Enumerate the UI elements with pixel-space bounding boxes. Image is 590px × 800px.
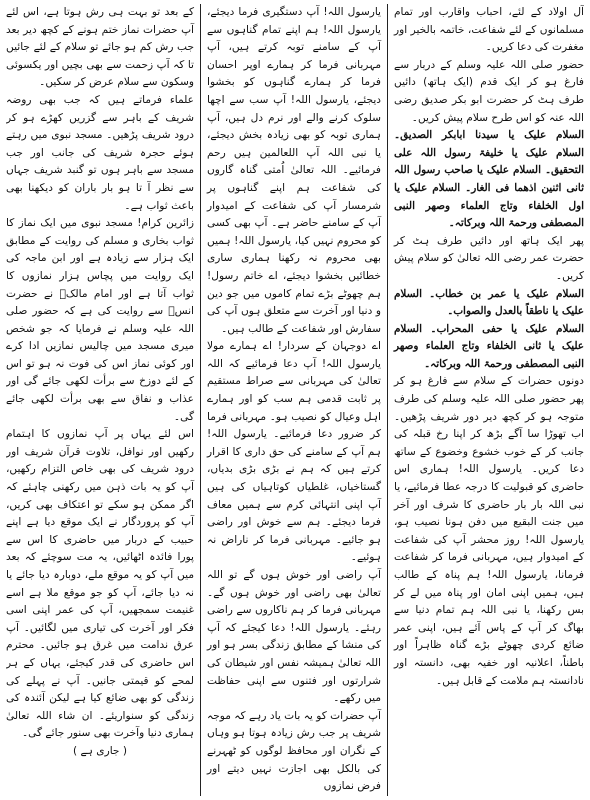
- paragraph: آپ راضی اور خوش ہوں گے تو اللہ تعالیٰ بھی راضی اور خوش ہوں گے۔ مہربانی فرما کر ہم ناکاروں سے راضی رہئے۔ یارسول اللہ! دعا کیجئے کہ آپ کی منشا کے مطابق زندگی بسر ہو اور اللہ تعالیٰ ہمیشہ نفس اور شیطان کی شرارتوں اور فتنوں سے اپنی حفاظت میں رکھے۔: [207, 569, 381, 705]
- paragraph: علماء فرماتے ہیں کہ جب بھی روضہ شریف کے باہر سے گزریں کھڑے ہو کر درود شریف پڑھیں۔ مسجد نبوی میں رہتے ہوئے حجرہ شریف کی جانب اور جب مسجد سے باہر ہوں تو گنبد شریف جہاں سے نظر آ تا ہو بار باران کو دیکھنا بھی باعث ثواب ہے۔: [6, 93, 194, 212]
- paragraph: اے دوجہان کے سردار! اے ہمارے مولا یارسول اللہ! آپ دعا فرمائیے کہ اللہ تعالیٰ کی مہربانی سے صراط مستقیم پر ثابت قدمی ہم سب کو اور ہمارے اہل وعیال کو نصیب ہو۔ مہربانی فرما کر ضرور دعا فرمائیے۔ یارسول اللہ! ہم آپ کے سامنے کی حق داری کا اقرار کرتے ہیں کہ ہم نے بڑی بڑی بدیاں، گستاخیاں، غلطیاں کوتاہیاں کی ہیں آپ اپنی انتہائی کرم سے ہمیں معاف فرما دیجئے۔ ہم سے خوش اور راضی ہو جائیے۔ مہربانی فرما کر ناراض نہ ہوئیے۔: [207, 340, 381, 564]
- paragraph: کے بعد تو بہت ہی رش ہوتا ہے، اس لئے آپ حضرات نماز ختم ہونے کے کچھ دیر بعد جب رش کم ہو جائے تو سلام کے لئے جائیں تا کہ آپ زحمت سے بھی بچیں اور یکسوئی وسکون سے سلام عرض کر سکیں۔: [6, 6, 194, 89]
- paragraph: پھر ایک ہاتھ اور دائیں طرف ہٹ کر حضرت عمر رضی اللہ تعالیٰ کو سلام پیش کریں۔: [394, 234, 584, 282]
- right-column: [388, 4, 584, 796]
- salutation-abu-bakr: السلام علیک یا سیدنا ابابکر الصدیق۔ السلام علیک یا خلیفۃ رسول اللہ علی التحقیق۔ السلام علیک یا صاحب رسول اللہ ثانی اثنین اذھما فی الغار۔ السلام علیک یا اول الخلفاء وتاج العلماء وصھر النبی المصطفی ورحمۃ اللہ وبرکاتہ۔: [394, 129, 584, 230]
- paragraph: آپ حضرات کو یہ بات یاد رہے کہ موجہ شریف پر جب رش زیادہ ہوتا ہو وہاں کے نگران اور محافظ لوگوں کو ٹھہرنے کی بالکل بھی اجازت نہیں دیتے اور فرض نمازوں: [207, 709, 381, 793]
- salutation-umar: السلام علیک یا عمر بن خطاب۔ السلام علیک یا ناطقاً بالعدل والصواب۔: [394, 287, 584, 318]
- to-be-continued: ( جاری ہے ): [73, 744, 127, 757]
- salutation-umar-continued: السلام علیک یا حفی المحراب۔ السلام علیک یا ثانی الخلفاء وتاج العلماء وصھر النبی المصطفی ورحمۃ اللہ وبرکاتہ۔: [394, 322, 584, 370]
- left-column: [6, 4, 200, 796]
- paragraph: دونوں حضرات کے سلام سے فارغ ہو کر پھر حضور صلی اللہ علیہ وسلم کی طرف متوجہ ہو کر کچھ دیر دور شریف پڑھیں۔ اب تھوڑا سا آگے بڑھ کر اپنا رخ قبلہ کی جانب کر کے خوب خشوع وخضوع کے ساتھ دعا کریں۔ یارسول اللہ! ہماری اس حاضری کو قبولیت کا درجہ عطا فرمائیے، یا نبی اللہ بار بار حاضری کا شرف اور آخر میں جنت البقیع میں دفن ہونا نصیب ہو، یارسول اللہ! روز محشر آپ کی شفاعت کے امیدوار ہیں، مہربانی فرما کر شفاعت فرمانا، یارسول اللہ! ہم پناہ کے طالب ہیں، ہمیں اپنی امان اور پناہ میں لے کر بس رکھنا، یا نبی اللہ ہم تمام دنیا سے بھاگ کر آپ کے پاس آئے ہیں، اپنی عمر ضائع کردی چھوٹے بڑے گناہ ظاہراً اور باطناً، اعلانیہ اور خفیہ بھی، دانستہ اور نادانستہ ہم ملامت کے قابل ہیں۔: [394, 375, 584, 687]
- paragraph: آل اولاد کے لئے، احباب واقارب اور تمام مسلمانوں کے لئے شفاعت، خاتمہ بالخیر اور مغفرت کی دعا کریں۔: [394, 6, 584, 54]
- middle-column: [200, 4, 388, 796]
- paragraph: اس لئے یہاں پر آپ نمازوں کا اہتمام رکھیں اور نوافل، تلاوت قرآن شریف اور درود شریف کی بھی خاص التزام رکھیں، آپ کو یہ بات ذہن میں رکھنی چاہئے کہ اگر ممکن ہو سکے تو اعتکاف بھی کریں، آپ کو پروردگار نے ایک موقع دیا ہے اپنے حبیب کے دربار میں حاضری کا اس سے پورا فائدہ اٹھائیں، یہ مت سوچئے کہ بعد میں آپ کو یہ موقع ملے، دوبارہ دیا جائے یا نہ دیا جائے، آپ کو جو موقع ملا ہے اسے غنیمت سمجھیں، آپ کی عمر اپنی اسی فکر اور آخرت کی تیاری میں لگائیں۔ آپ عرق ندامت میں غرق ہو جائیں۔ محترم اس حاضری کی قدر کیجئے، یہاں کے ہر لمحے کو قیمتی جانیں۔ آپ نے پہلے کی زندگی کو بھی ضائع کیا ہے لیکن آئندہ کی زندگی کو سنواریئے۔ ان شاء اللہ تعالیٰ ہماری دنیا وآخرت بھی سنور جائے گی۔: [6, 428, 194, 740]
- paragraph: یارسول اللہ! آپ دستگیری فرما دیجئے، یارسول اللہ! ہم اپنے تمام گناہوں سے آپ کے سامنے توبہ کرتے ہیں، آپ مہربانی فرما کر ہمارے اوپر احسان فرما کر ہمارے گناہوں کو بخشوا دیجئے، یارسول اللہ! آپ سب سے اچھا سلوک کرنے والے اور نرم دل ہیں، آپ ہماری توبہ کو بھی زیادہ بخش دیجئے، یا نبی اللہ آپ اللعالمین ہیں رحم فرمائیے۔ اللہ تعالیٰ اُمتی گناہ گاروں کی شفاعت ہم اپنے گناہوں پر شرمسار آپ کی شفاعت کے امیدوار آپ کے سامنے حاضر ہے۔ آپ بھی کسی کو محروم نہیں کیا، یارسول اللہ! ہمیں بھی محروم نہ رکھنا ہماری ساری خطائیں بخشوا دیجئے، اے خاتم رسول! ہم چھوٹے بڑے تمام کاموں میں جو دین و دنیا اور آخرت سے متعلق ہوں آپ کی سفارش اور شفاعت کے طالب ہیں۔: [207, 6, 381, 335]
- paragraph: زائرین کرام! مسجد نبوی میں ایک نماز کا ثواب بخاری و مسلم کی روایت کے مطابق ایک ہزار سے زیادہ ہے اور ابن ماجہ کی ایک روایت میں پچاس ہزار نمازوں کا ثواب آتا ہے اور امام مالکؒ نے حضرت انسؓ سے روایت کی ہے کہ حضور صلی اللہ علیہ وسلم نے فرمایا کہ جو شخص میری مسجد میں چالیس نمازیں ادا کرے اور کوئی نماز اس کی فوت نہ ہو تو اس کے لئے دوزخ سے برأت لکھی جائے گی اور عذاب و نفاق سے بھی برأت لکھی جائے گی۔: [6, 217, 194, 423]
- paragraph: حضور صلی اللہ علیہ وسلم کے دربار سے فارغ ہو کر ایک قدم (ایک ہاتھ) دائیں طرف ہٹ کر حضرت ابو بکر صدیق رضی اللہ عنہ کو اس طرح سلام پیش کریں۔: [394, 58, 584, 124]
